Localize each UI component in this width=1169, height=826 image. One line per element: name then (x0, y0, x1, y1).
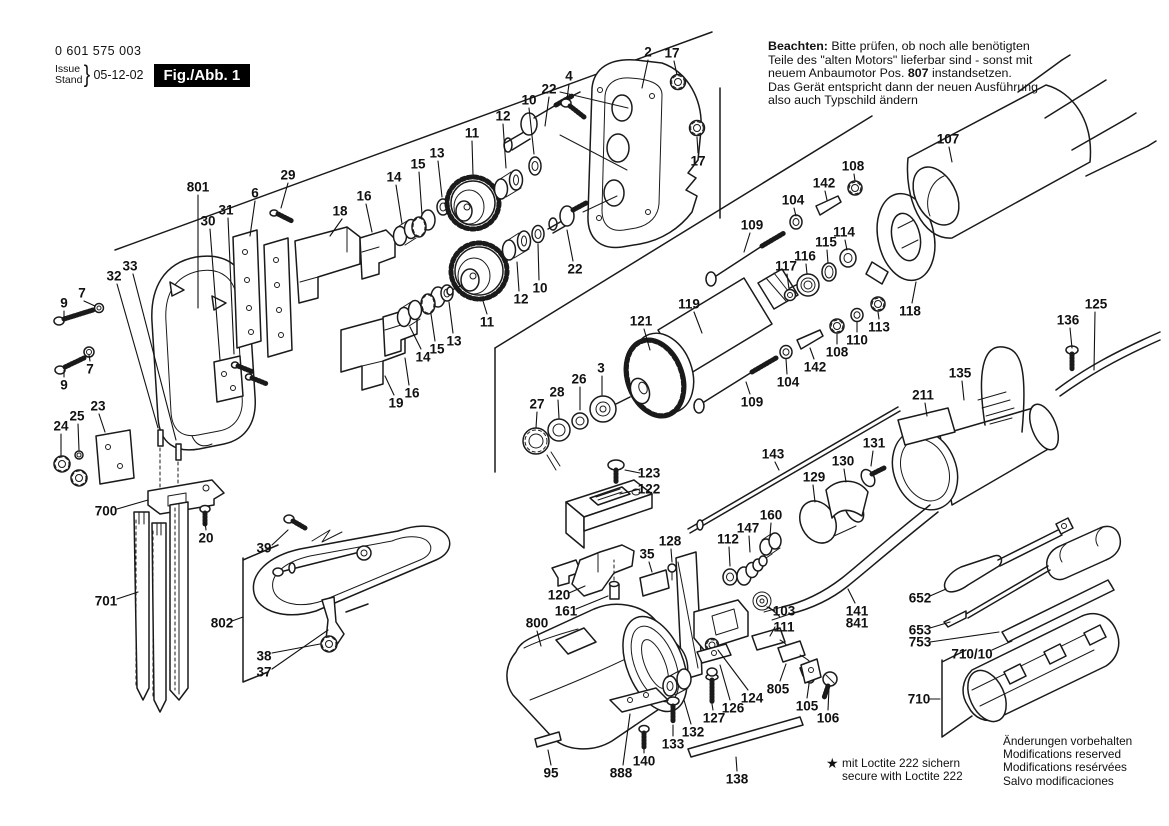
leader-line (483, 301, 487, 314)
part-label: 122 (637, 481, 661, 497)
leader-line (1094, 312, 1095, 370)
part-label: 141 (845, 603, 869, 619)
leader-line (854, 174, 855, 181)
notice-line5: also auch Typschild ändern (768, 93, 918, 108)
part-label: 161 (554, 603, 578, 619)
leader-line (749, 536, 750, 552)
leader-line (99, 414, 105, 432)
base-plate-group (253, 515, 449, 652)
part-label: 15 (410, 156, 426, 172)
part-label: 104 (781, 192, 805, 208)
leader-line (385, 376, 394, 395)
part-label: 12 (513, 291, 529, 307)
part-label: 17 (664, 45, 680, 61)
part-label: 127 (702, 710, 726, 726)
part-label: 800 (525, 615, 549, 631)
leader-line (472, 141, 473, 175)
pendulum-assembly (134, 480, 224, 712)
notice-line3-post: instandsetzen. (928, 66, 1012, 81)
part-label: 126 (721, 700, 745, 716)
part-label: 701 (94, 593, 118, 609)
part-label: 802 (210, 615, 234, 631)
part-label: 113 (868, 319, 890, 335)
part-label: 120 (547, 587, 571, 603)
leader-line (775, 462, 779, 470)
part-label: 22 (541, 81, 557, 97)
part-label: 142 (803, 359, 827, 375)
leader-line (558, 400, 559, 418)
leader-line (807, 684, 809, 698)
accessories-group (944, 518, 1120, 728)
part-label: 27 (529, 396, 545, 412)
leader-line (813, 485, 815, 502)
leader-line (684, 700, 691, 724)
part-label: 753 (908, 634, 932, 650)
part-label: 123 (637, 465, 661, 481)
part-label: 119 (678, 296, 700, 312)
leader-line (827, 250, 828, 263)
leader-line (78, 424, 79, 450)
cord-group (688, 332, 1160, 620)
leader-line (780, 664, 786, 681)
part-label: 116 (794, 248, 816, 264)
part-label: 12 (495, 108, 511, 124)
part-label: 108 (841, 158, 865, 174)
legal-text (1003, 735, 1132, 788)
part-label: 109 (740, 394, 764, 410)
part-label: 11 (464, 125, 480, 141)
part-label: 28 (549, 384, 565, 400)
part-label: 15 (429, 341, 445, 357)
part-label: 710/10 (951, 646, 993, 662)
part-label: 39 (256, 540, 272, 556)
part-label: 801 (186, 179, 210, 195)
part-label: 121 (629, 313, 653, 329)
part-label: 17 (690, 153, 706, 169)
part-label: 10 (521, 92, 537, 108)
part-label: 105 (795, 698, 819, 714)
part-label: 29 (280, 167, 296, 183)
leader-line (844, 469, 846, 482)
notice-pos-807: 807 (907, 66, 929, 81)
leader-line (878, 312, 879, 319)
part-label: 211 (912, 387, 934, 403)
part-label: 888 (609, 765, 633, 781)
part-label: 710 (907, 691, 931, 707)
part-label: 38 (256, 648, 272, 664)
leader-line (272, 530, 288, 545)
part-label: 125 (1084, 296, 1108, 312)
leader-line (912, 282, 916, 303)
part-label: 4 (565, 68, 573, 84)
legal-line-de: Änderungen vorbehalten (1003, 734, 1133, 748)
leader-line (517, 262, 519, 291)
notice-line2: Teile des "alten Motors" lieferbar sind - sonst mit (768, 52, 1033, 67)
leader-line (84, 301, 95, 306)
notice-line1: Bitte prüfen, ob noch alle benötigten (827, 39, 1030, 53)
leader-line (949, 147, 952, 162)
stator (904, 55, 1156, 238)
part-label: 147 (736, 520, 760, 536)
leader-line (281, 183, 288, 208)
part-label: 118 (899, 303, 921, 319)
part-label: 140 (632, 753, 656, 769)
part-label: 138 (725, 771, 749, 787)
part-label: 131 (862, 435, 886, 451)
part-label: 142 (812, 175, 836, 191)
part-label: 104 (776, 374, 800, 390)
part-label: 13 (446, 333, 462, 349)
part-label: 700 (94, 503, 118, 519)
part-label: 109 (740, 217, 764, 233)
part-label: 128 (658, 533, 682, 549)
notice-lead: Beachten: (768, 39, 828, 53)
leader-line (810, 348, 814, 359)
part-label: 130 (831, 453, 855, 469)
issue-label: Issue (55, 63, 81, 75)
part-label: 25 (69, 408, 85, 424)
part-label: 16 (356, 188, 372, 204)
part-label: 124 (740, 690, 764, 706)
figure-badge: Fig./Abb. 1 (154, 64, 251, 87)
leader-line (548, 750, 551, 765)
part-label: 115 (815, 234, 837, 250)
part-label: 129 (802, 469, 826, 485)
part-label: 22 (567, 261, 583, 277)
part-label: 95 (543, 765, 559, 781)
part-label: 35 (639, 546, 655, 562)
leader-line (825, 191, 827, 200)
part-label: 132 (681, 724, 705, 740)
part-label: 653 (908, 622, 932, 638)
part-label: 16 (404, 385, 420, 401)
leader-line (962, 381, 964, 400)
leader-line (712, 704, 713, 710)
leader-line (746, 382, 750, 394)
part-label: 7 (78, 285, 86, 301)
legal-line-es: Salvo modificaciones (1003, 773, 1114, 788)
leader-line (232, 617, 243, 621)
part-label: 107 (936, 131, 960, 147)
loctite-line-en: secure with Loctite 222 (842, 769, 963, 784)
leader-line (117, 500, 148, 509)
part-label: 37 (256, 664, 272, 680)
handle-screws (54, 304, 134, 487)
issue-date: 05-12-02 (93, 68, 144, 82)
part-label: 143 (761, 446, 785, 462)
leader-line (806, 264, 807, 274)
part-label: 3 (597, 360, 605, 376)
part-label: 26 (571, 371, 587, 387)
legal-line-fr: Modifications resérvées (1003, 760, 1127, 775)
part-label: 108 (825, 344, 849, 360)
part-label: 33 (122, 258, 138, 274)
leader-line (438, 161, 442, 197)
part-label: 136 (1056, 312, 1080, 328)
part-label: 114 (833, 224, 855, 240)
part-label: 9 (60, 377, 68, 393)
part-label: 9 (60, 295, 68, 311)
part-label: 111 (773, 619, 795, 635)
leader-line (405, 358, 409, 385)
leader-line (720, 665, 730, 700)
part-label: 112 (717, 531, 739, 547)
leader-line (694, 312, 702, 333)
gear-brackets (295, 227, 417, 390)
part-label: 841 (845, 615, 869, 631)
leader-line (671, 549, 672, 562)
leader-line (930, 589, 946, 596)
leader-line (871, 451, 873, 466)
part-label: 31 (218, 202, 234, 218)
part-label: 23 (90, 398, 106, 414)
leader-line (419, 172, 422, 215)
part-label: 14 (386, 169, 402, 185)
leader-line (431, 314, 435, 341)
part-label: 24 (53, 418, 69, 434)
leader-line (538, 244, 539, 280)
part-label: 11 (479, 314, 495, 330)
leader-line (536, 412, 537, 428)
leader-line (729, 547, 730, 566)
part-label: 32 (106, 268, 122, 284)
part-label: 14 (415, 349, 431, 365)
part-label: 2 (644, 44, 652, 60)
leader-line (449, 302, 453, 333)
loctite-line-de: mit Loctite 222 sichern (842, 756, 961, 770)
leader-line (396, 185, 402, 224)
part-label: 30 (200, 213, 216, 229)
stand-label: Stand (55, 74, 83, 86)
part-label: 13 (429, 145, 445, 161)
leader-line (736, 757, 737, 771)
leader-line (366, 204, 372, 232)
part-label: 110 (846, 332, 868, 348)
gear-train (394, 92, 593, 327)
part-label: 7 (86, 361, 94, 377)
leader-line (848, 589, 855, 603)
leader-line (992, 641, 1012, 650)
part-label: 20 (198, 530, 214, 546)
part-label: 652 (908, 590, 932, 606)
brace-glyph: } (84, 61, 91, 88)
notice-line3-pre: neuem Anbaumotor Pos. (768, 66, 908, 81)
leader-line (930, 632, 999, 642)
part-label: 19 (388, 395, 404, 411)
part-label: 103 (772, 603, 796, 619)
part-label: 6 (251, 185, 259, 201)
part-label: 805 (766, 681, 790, 697)
part-label: 135 (948, 365, 972, 381)
star-icon: ★ (826, 755, 839, 771)
gear-housing-cover (560, 60, 705, 248)
part-number: 0 601 575 003 (55, 44, 142, 58)
part-label: 160 (759, 507, 783, 523)
leader-line (1070, 328, 1072, 348)
leader-line (567, 230, 573, 261)
leader-line (744, 233, 750, 252)
leader-line (786, 359, 787, 374)
part-label: 133 (661, 736, 685, 752)
leader-line (272, 630, 328, 669)
part-label: 117 (775, 258, 797, 274)
part-label: 10 (532, 280, 548, 296)
leader-line (649, 562, 652, 572)
part-label: 18 (332, 203, 348, 219)
legal-line-en: Modifications reserved (1003, 747, 1122, 762)
loctite-note (826, 757, 963, 783)
notice-line4: Das Gerät entspricht dann der neuen Ausführung (768, 79, 1039, 94)
leader-line (718, 650, 748, 690)
part-label: 106 (816, 710, 840, 726)
